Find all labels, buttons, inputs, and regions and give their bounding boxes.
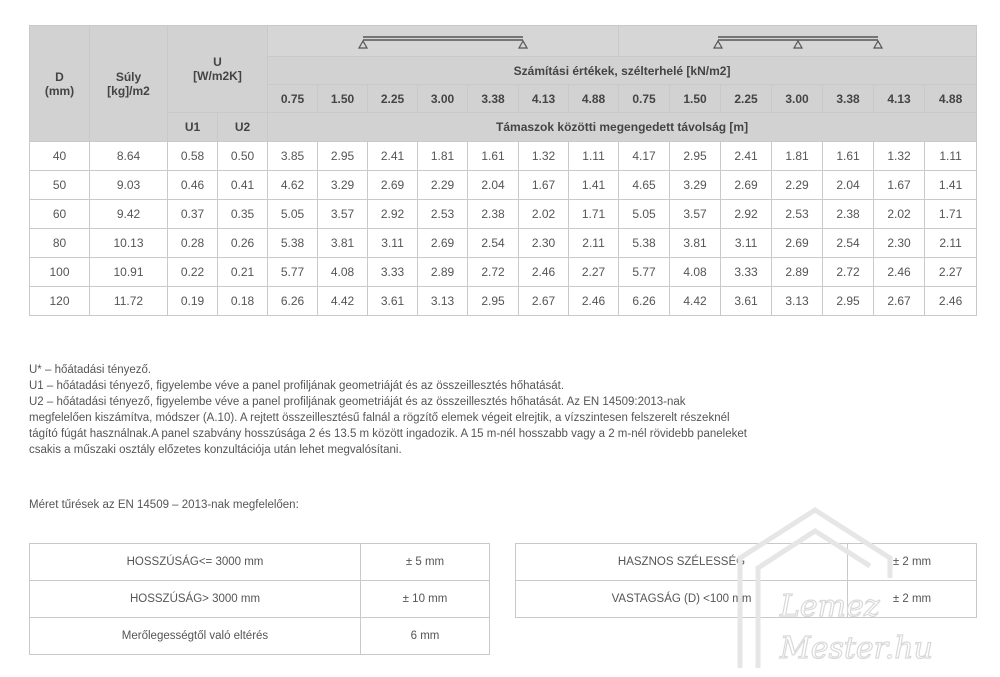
weight-cell: 10.13 (90, 229, 168, 258)
span-value-cell: 1.32 (874, 142, 925, 171)
span-value-cell: 2.04 (823, 171, 874, 200)
span-value-cell: 5.77 (268, 258, 318, 287)
table-row (30, 142, 977, 171)
span-value-cell: 3.33 (721, 258, 772, 287)
span-value-cell: 3.29 (670, 171, 721, 200)
span-value-cell: 2.38 (823, 200, 874, 229)
span-value-cell: 4.62 (268, 171, 318, 200)
span-value-cell: 2.54 (468, 229, 519, 258)
load-header: 4.13 (519, 85, 569, 113)
span-value-cell: 3.61 (721, 287, 772, 316)
span-value-cell: 3.85 (268, 142, 318, 171)
calc-title: Számítási értékek, szélterhelé [kN/m2] (268, 57, 977, 85)
span-value-cell: 3.11 (721, 229, 772, 258)
span-value-cell: 2.67 (874, 287, 925, 316)
span-value-cell: 2.53 (418, 200, 468, 229)
span-value-cell: 4.08 (318, 258, 368, 287)
span-value-cell: 2.30 (874, 229, 925, 258)
u2-cell: 0.41 (218, 171, 268, 200)
span-value-cell: 1.71 (925, 200, 977, 229)
load-header: 4.88 (569, 85, 619, 113)
load-header: 3.38 (823, 85, 874, 113)
weight-cell: 9.03 (90, 171, 168, 200)
span-value-cell: 4.17 (619, 142, 670, 171)
load-header: 0.75 (619, 85, 670, 113)
span-value-cell: 3.13 (772, 287, 823, 316)
span-value-cell: 2.30 (519, 229, 569, 258)
tolerance-label: Merőlegességtől való eltérés (30, 618, 361, 655)
notes (29, 362, 749, 458)
u-header: U [W/m2K] (168, 26, 268, 113)
span-value-cell: 2.02 (519, 200, 569, 229)
tolerance-value: ± 5 mm (361, 544, 490, 581)
span-value-cell: 2.29 (418, 171, 468, 200)
span-value-cell: 6.26 (619, 287, 670, 316)
span-value-cell: 2.69 (721, 171, 772, 200)
span-value-cell: 2.92 (368, 200, 418, 229)
span-value-cell: 1.71 (569, 200, 619, 229)
span-value-cell: 2.11 (569, 229, 619, 258)
span-value-cell: 1.41 (569, 171, 619, 200)
tolerance-row (30, 544, 490, 581)
load-header: 2.25 (368, 85, 418, 113)
span-value-cell: 2.27 (925, 258, 977, 287)
table-row (30, 258, 977, 287)
span-value-cell: 5.38 (619, 229, 670, 258)
span-value-cell: 1.61 (823, 142, 874, 171)
span-value-cell: 6.26 (268, 287, 318, 316)
span-value-cell: 2.69 (368, 171, 418, 200)
tolerance-label: HASZNOS SZÉLESSÉG (516, 544, 848, 581)
span-value-cell: 2.53 (772, 200, 823, 229)
load-header: 3.00 (772, 85, 823, 113)
span-value-cell: 4.08 (670, 258, 721, 287)
d-cell: 80 (30, 229, 90, 258)
span-value-cell: 1.81 (418, 142, 468, 171)
u2-header: U2 (218, 113, 268, 142)
logo-text-line2: Mester.hu (780, 631, 933, 666)
single-span-beam-icon (358, 31, 528, 51)
span-value-cell: 2.41 (721, 142, 772, 171)
u1-cell: 0.46 (168, 171, 218, 200)
table-row (30, 229, 977, 258)
span-value-cell: 4.65 (619, 171, 670, 200)
table-row (30, 287, 977, 316)
load-header: 1.50 (670, 85, 721, 113)
span-value-cell: 3.13 (418, 287, 468, 316)
load-header: 0.75 (268, 85, 318, 113)
span-value-cell: 1.32 (519, 142, 569, 171)
tolerance-row (30, 581, 490, 618)
tolerance-label: HOSSZÚSÁG<= 3000 mm (30, 544, 361, 581)
span-value-cell: 2.89 (418, 258, 468, 287)
span-value-cell: 2.95 (670, 142, 721, 171)
span-value-cell: 5.38 (268, 229, 318, 258)
span-value-cell: 2.46 (874, 258, 925, 287)
span-value-cell: 3.33 (368, 258, 418, 287)
span-value-cell: 2.04 (468, 171, 519, 200)
span-value-cell: 2.02 (874, 200, 925, 229)
logo-text-line1: Lemez (780, 589, 880, 624)
span-value-cell: 2.41 (368, 142, 418, 171)
weight-cell: 9.42 (90, 200, 168, 229)
u1-cell: 0.28 (168, 229, 218, 258)
u1-header: U1 (168, 113, 218, 142)
span-value-cell: 3.81 (670, 229, 721, 258)
tolerance-value: 6 mm (361, 618, 490, 655)
span-value-cell: 3.57 (670, 200, 721, 229)
span-value-cell: 2.11 (925, 229, 977, 258)
d-cell: 50 (30, 171, 90, 200)
span-value-cell: 1.11 (925, 142, 977, 171)
span-value-cell: 3.57 (318, 200, 368, 229)
u1-cell: 0.19 (168, 287, 218, 316)
span-value-cell: 1.61 (468, 142, 519, 171)
tolerance-table-left (29, 543, 490, 655)
span-value-cell: 1.67 (874, 171, 925, 200)
note-line: U* – hőátadási tényező. (29, 364, 152, 376)
span-value-cell: 2.67 (519, 287, 569, 316)
span-value-cell: 1.81 (772, 142, 823, 171)
weight-cell: 11.72 (90, 287, 168, 316)
span-value-cell: 4.42 (670, 287, 721, 316)
tolerance-value: ± 10 mm (361, 581, 490, 618)
d-cell: 100 (30, 258, 90, 287)
note-line: U1 – hőátadási tényező, figyelembe véve a panel profiljának geometriáját és az összeillesztés hőhatását. (29, 380, 565, 392)
u1-cell: 0.37 (168, 200, 218, 229)
weight-cell: 8.64 (90, 142, 168, 171)
d-cell: 40 (30, 142, 90, 171)
span-value-cell: 2.95 (318, 142, 368, 171)
lemezmester-logo-watermark (720, 498, 995, 673)
span-value-cell: 3.29 (318, 171, 368, 200)
tolerance-label: HOSSZÚSÁG> 3000 mm (30, 581, 361, 618)
span-value-cell: 4.42 (318, 287, 368, 316)
tolerance-label: VASTAGSÁG (D) <100 mm (516, 581, 848, 618)
u2-cell: 0.26 (218, 229, 268, 258)
span-value-cell: 2.89 (772, 258, 823, 287)
tolerance-row (30, 618, 490, 655)
span-value-cell: 5.05 (268, 200, 318, 229)
table-row (30, 171, 977, 200)
span-value-cell: 3.61 (368, 287, 418, 316)
weight-cell: 10.91 (90, 258, 168, 287)
span-value-cell: 2.46 (925, 287, 977, 316)
span-value-cell: 2.29 (772, 171, 823, 200)
load-header: 2.25 (721, 85, 772, 113)
spec-table (29, 25, 977, 316)
u2-cell: 0.35 (218, 200, 268, 229)
load-header: 4.13 (874, 85, 925, 113)
u1-cell: 0.22 (168, 258, 218, 287)
u1-cell: 0.58 (168, 142, 218, 171)
d-cell: 120 (30, 287, 90, 316)
double-span-diagram (619, 26, 977, 57)
span-value-cell: 2.72 (823, 258, 874, 287)
d-cell: 60 (30, 200, 90, 229)
note-line: U2 – hőátadási tényező, figyelembe véve a panel profiljának geometriáját és az összeillesztés hőhatását. Az EN 14509:2013-nak megfelelően kiszámítva, módszer (A.10). A rejtett összeillesztésű falnál a rögzítő elemek végeit elrejtik, a vízszintesen felszerelt részeknél tágító fúgát használnak.A panel szabvány hosszúsága 2 és 13.5 m között ingadozik. A 15 m-nél hosszabb vagy a 2 m-nél rövidebb paneleket csakis a műszaki osztály előzetes konzultációja után lehet megvalósítani. (29, 396, 747, 456)
span-value-cell: 2.38 (468, 200, 519, 229)
span-value-cell: 2.69 (418, 229, 468, 258)
span-value-cell: 1.67 (519, 171, 569, 200)
span-value-cell: 2.72 (468, 258, 519, 287)
load-header: 4.88 (925, 85, 977, 113)
span-value-cell: 3.11 (368, 229, 418, 258)
u2-cell: 0.50 (218, 142, 268, 171)
weight-header: Súly [kg]/m2 (90, 26, 168, 142)
u2-cell: 0.21 (218, 258, 268, 287)
span-value-cell: 2.95 (468, 287, 519, 316)
load-header: 3.00 (418, 85, 468, 113)
u2-cell: 0.18 (218, 287, 268, 316)
table-row (30, 200, 977, 229)
load-header: 3.38 (468, 85, 519, 113)
tolerance-value: ± 2 mm (848, 581, 977, 618)
span-value-cell: 2.27 (569, 258, 619, 287)
span-value-cell: 2.54 (823, 229, 874, 258)
span-title: Támaszok közötti megengedett távolság [m] (268, 113, 977, 142)
load-header: 1.50 (318, 85, 368, 113)
span-value-cell: 3.81 (318, 229, 368, 258)
span-value-cell: 2.69 (772, 229, 823, 258)
double-span-beam-icon (713, 31, 883, 51)
span-value-cell: 2.46 (519, 258, 569, 287)
span-value-cell: 5.05 (619, 200, 670, 229)
span-value-cell: 5.77 (619, 258, 670, 287)
single-span-diagram (268, 26, 619, 57)
span-value-cell: 2.46 (569, 287, 619, 316)
span-value-cell: 2.92 (721, 200, 772, 229)
d-header: D (mm) (30, 26, 90, 142)
tolerance-title: Méret tűrések az EN 14509 – 2013-nak megfelelően: (29, 499, 299, 511)
tolerance-value: ± 2 mm (848, 544, 977, 581)
span-value-cell: 2.95 (823, 287, 874, 316)
span-value-cell: 1.11 (569, 142, 619, 171)
span-value-cell: 1.41 (925, 171, 977, 200)
